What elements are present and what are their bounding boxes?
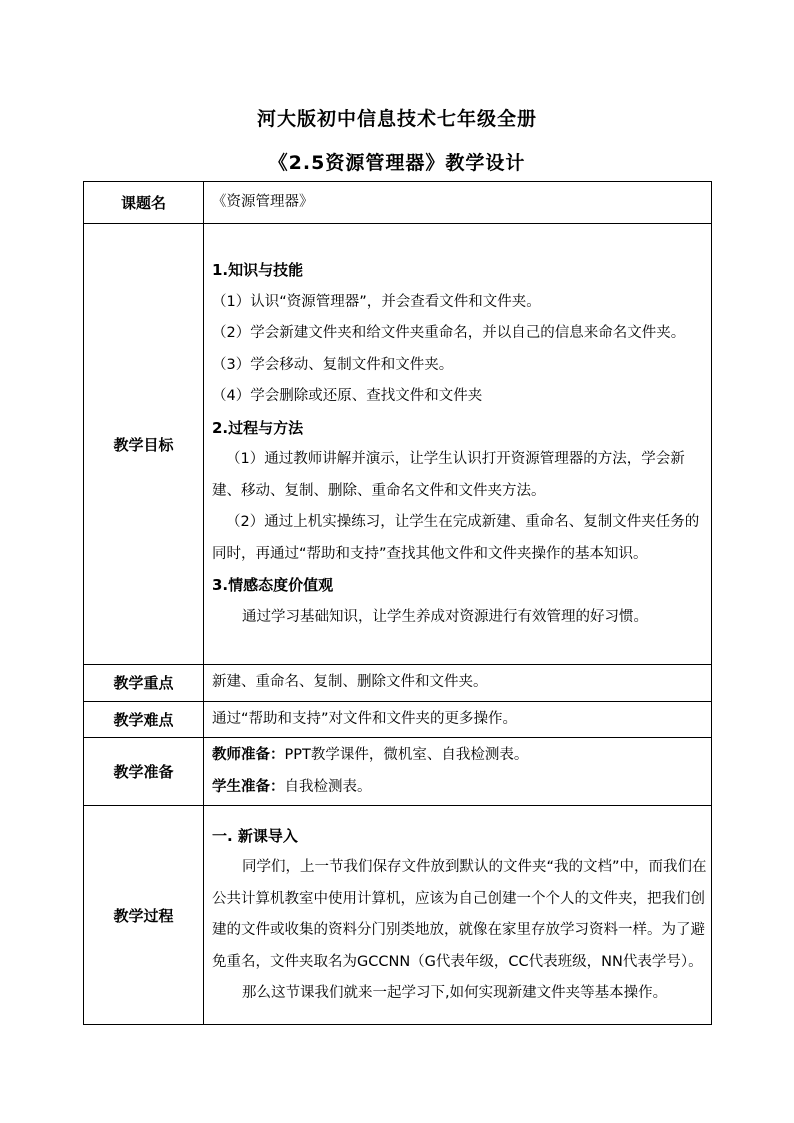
process-paragraph-1: 同学们，上一节我们保存文件放到默认的文件夹“我的文档”中，而我们在公共计算机教室中使用计算机，应该为自己创建一个个人的文件夹，把我们创建的文件或收集的资料分门别类地放，就像在家里存放学习资料一样。为了避免重名，文件夹取名为GCCNN（G代表年级，CC代表班级，NN代表学号）。 [212, 859, 707, 970]
table-row-goals [84, 224, 712, 665]
goals-content [204, 224, 712, 665]
topic-label: 课题名 [84, 182, 204, 224]
goals-knowledge-4: （4）学会删除或还原、查找文件和文件夹 [212, 388, 483, 404]
goals-knowledge-1: （1）认识“资源管理器”，并会查看文件和文件夹。 [212, 293, 541, 310]
teacher-preparation-value: PPT教学课件，微机室、自我检测表。 [284, 747, 529, 763]
student-preparation [212, 772, 707, 804]
goals-heading-process: 2.过程与方法 [212, 418, 304, 437]
table-row-topic [84, 182, 712, 224]
key-points-label: 教学重点 [84, 665, 204, 702]
goals-knowledge-2: （2）学会新建文件夹和给文件夹重命名，并以自己的信息来命名文件夹。 [212, 325, 686, 341]
goals-heading-knowledge: 1.知识与技能 [212, 261, 304, 279]
process-paragraph-2: 那么这节课我们就来一起学习下,如何实现新建文件夹等基本操作。 [242, 985, 668, 1001]
preparation-content [204, 738, 712, 806]
lesson-plan-table [83, 181, 712, 1025]
table-row-process [84, 806, 712, 1025]
preparation-label: 教学准备 [84, 738, 204, 806]
goals-process-2: （2）通过上机实操练习，让学生在完成新建、重命名、复制文件夹任务的同时，再通过“帮助和支持”查找其他文件和文件夹操作的基本知识。 [212, 514, 700, 562]
teacher-preparation [212, 740, 707, 772]
document-subtitle: 《2.5资源管理器》教学设计 [268, 152, 526, 174]
process-content [204, 806, 712, 1025]
topic-value: 《资源管理器》 [204, 182, 712, 224]
table-row-key-points [84, 665, 712, 702]
student-preparation-label: 学生准备： [212, 778, 285, 795]
process-heading-intro: 一. 新课导入 [212, 826, 298, 845]
teacher-preparation-label: 教师准备： [212, 747, 285, 763]
goals-attitude-1: 通过学习基础知识，让学生养成对资源进行有效管理的好习惯。 [242, 608, 648, 625]
document-title: 河大版初中信息技术七年级全册 [256, 108, 537, 130]
key-points-value: 新建、重命名、复制、删除文件和文件夹。 [204, 665, 712, 702]
goals-process-1: （1）通过教师讲解并演示，让学生认识打开资源管理器的方法，学会新建、移动、复制、删除、重命名文件和文件夹方法。 [212, 451, 685, 499]
table-row-difficulties [84, 701, 712, 738]
difficulties-value: 通过“帮助和支持”对文件和文件夹的更多操作。 [204, 701, 712, 738]
goals-heading-attitude: 3.情感态度价值观 [212, 576, 334, 594]
student-preparation-value: 自我检测表。 [284, 778, 372, 795]
table-row-preparation [84, 738, 712, 806]
goals-label: 教学目标 [84, 224, 204, 665]
difficulties-label: 教学难点 [84, 701, 204, 738]
goals-knowledge-3: （3）学会移动、复制文件和文件夹。 [212, 356, 454, 373]
process-label: 教学过程 [84, 806, 204, 1025]
